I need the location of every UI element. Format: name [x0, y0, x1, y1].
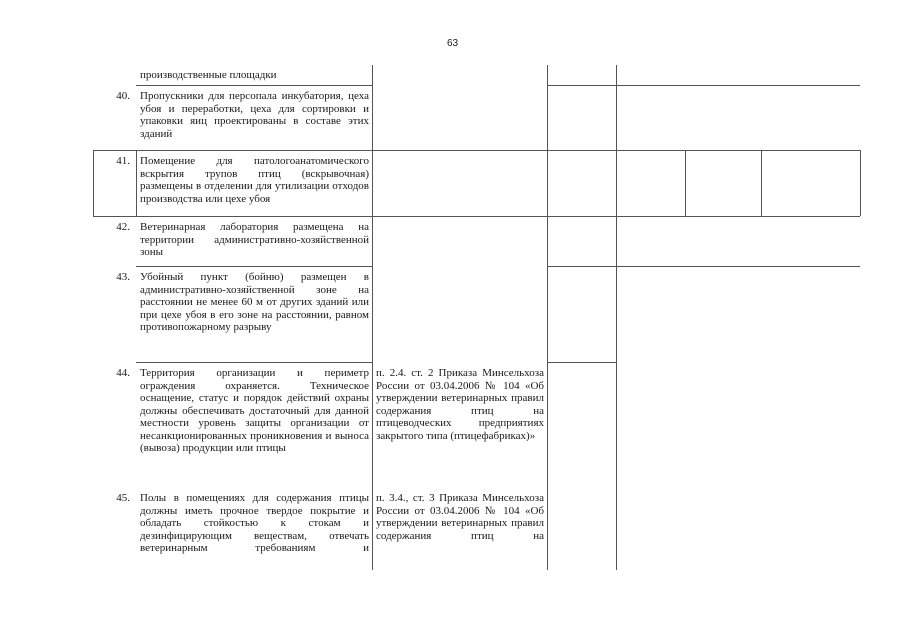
row-divider: [93, 216, 860, 217]
column-divider: [372, 65, 373, 570]
row-number: 43.: [116, 271, 130, 283]
requirement-text: Убойный пункт (бойню) размещен в административно-хозяйственной зоне на расстоянии не менее 60 м от других зданий или при цехе убоя в его зоне на расстоянии, равном противопожарному разрыву: [140, 271, 369, 333]
requirement-text: Пропускники для персопала инкубатория, цеха убоя и переработки, цеха для сортировки и упаковки яиц проектированы в составе этих зданий: [140, 90, 369, 140]
continuation-text: производственные площадки: [140, 69, 277, 81]
page-number: 63: [446, 38, 459, 49]
requirement-text: Территория организации и периметр ограждения охраняется. Техническое оснащение, статус и порядок действий охраны должны обеспечивать достаточный для данной местности уровень защиты организации от несанкционированных проникновения и выноса (вывоза) продукции или птицы: [140, 367, 369, 454]
row-divider: [136, 362, 372, 363]
row-number: 41.: [116, 155, 130, 167]
row-divider: [547, 362, 616, 363]
requirement-text: Ветеринарная лаборатория размещена на территории административно-хозяйственной зоны: [140, 221, 369, 258]
row-divider: [547, 85, 860, 86]
requirement-text: Помещение для патологоанатомического вскрытия трупов птиц (вскрывочная) размещены в отделении для утилизации отходов производства или цехе убоя: [140, 155, 369, 205]
row-divider: [547, 266, 860, 267]
row-divider: [136, 85, 372, 86]
row-41-left-border: [93, 150, 94, 216]
row-divider: [93, 150, 860, 151]
column-divider: [860, 150, 861, 216]
requirement-text: Полы в помещениях для содержания птицы должны иметь прочное твердое покрытие и обладать стойкостью к стокам и дезинфицирующим веществам, отвечать ветеринарным требованиям и: [140, 492, 369, 554]
column-divider: [685, 150, 686, 216]
number-column-divider: [136, 150, 137, 216]
row-number: 45.: [116, 492, 130, 504]
row-number: 40.: [116, 90, 130, 102]
reference-text: п. 3.4., ст. 3 Приказа Минсельхоза России от 03.04.2006 № 104 «Об утверждении ветеринарных правил содержания птиц на: [376, 492, 544, 542]
row-number: 42.: [116, 221, 130, 233]
column-divider: [616, 65, 617, 570]
column-divider: [761, 150, 762, 216]
column-divider: [547, 65, 548, 570]
row-divider: [136, 266, 372, 267]
row-number: 44.: [116, 367, 130, 379]
reference-text: п. 2.4. ст. 2 Приказа Минсельхоза России от 03.04.2006 № 104 «Об утверждении ветеринарных правил содержания птиц на птицеводческих предприятиях закрытого типа (птицефабриках)»: [376, 367, 544, 442]
